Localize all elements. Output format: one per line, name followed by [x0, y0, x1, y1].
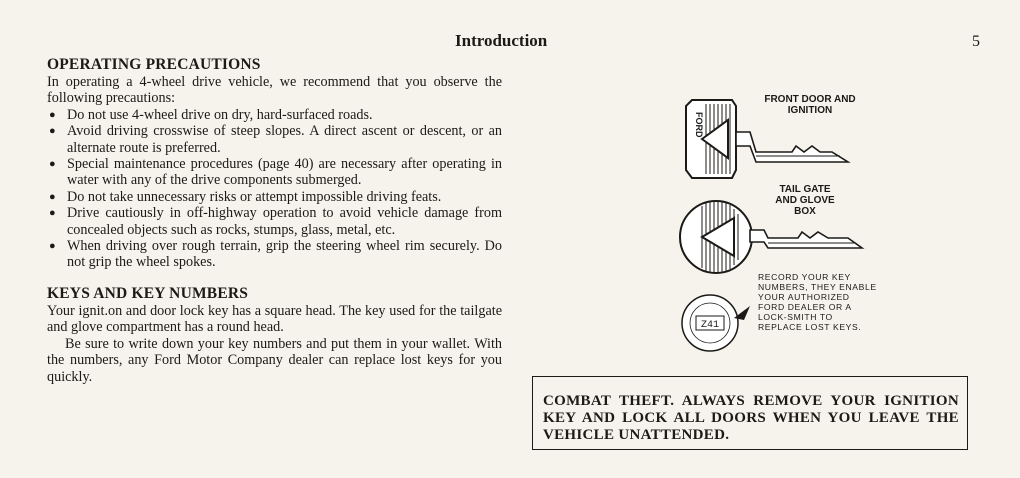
- page-header: [0, 31, 1020, 55]
- label-tail-gate-glove-box: TAIL GATE AND GLOVE BOX: [775, 184, 835, 217]
- list-item: ● Drive cautiously in off-highway operation to avoid vehicle damage from concealed objects such as rocks, stumps, glass, metal, etc.: [47, 205, 502, 238]
- key-record-note: RECORD YOUR KEY NUMBERS, THEY ENABLE YOUR AUTHORIZED FORD DEALER OR A LOCK-SMITH TO REPLACE LOST KEYS.: [758, 272, 877, 332]
- list-item: ● Do not use 4-wheel drive on dry, hard-surfaced roads.: [47, 107, 502, 123]
- operating-heading: OPERATING PRECAUTIONS: [47, 56, 261, 73]
- theft-warning-text: COMBAT THEFT. ALWAYS REMOVE YOUR IGNITION KEY AND LOCK ALL DOORS WHEN YOU LEAVE THE VEHICLE UNATTENDED.: [543, 393, 959, 443]
- tag-number-text: Z41: [700, 320, 720, 331]
- theft-warning-box: [532, 376, 968, 450]
- key-number-tag-icon: [674, 288, 754, 358]
- precautions-list: [47, 107, 502, 271]
- round-head-key-icon: [672, 192, 872, 282]
- operating-intro: In operating a 4-wheel drive vehicle, we recommend that you observe the following precautions:: [47, 74, 502, 107]
- key-illustration: [672, 92, 882, 362]
- list-item: ● Do not take unnecessary risks or attempt impossible driving feats.: [47, 189, 502, 205]
- page-number: 5: [972, 33, 980, 50]
- key-brand-text: FORD: [694, 112, 704, 138]
- left-column: [47, 56, 502, 385]
- list-item: ● Special maintenance procedures (page 40) are necessary after operating in water with any of the drive components submerged.: [47, 156, 502, 189]
- page-title: Introduction: [455, 31, 548, 50]
- keys-paragraph-2: Be sure to write down your key numbers and put them in your wallet. With the numbers, any Ford Motor Company dealer can replace lost keys for you quickly.: [47, 335, 502, 385]
- list-item: ● Avoid driving crosswise of steep slopes. A direct ascent or descent, or an alternate route is preferred.: [47, 123, 502, 156]
- keys-section: [47, 285, 502, 385]
- label-front-door-ignition: FRONT DOOR AND IGNITION: [764, 94, 856, 116]
- keys-heading: KEYS AND KEY NUMBERS: [47, 284, 249, 302]
- keys-paragraph-1: Your ignit.on and door lock key has a square head. The key used for the tailgate and glove compartment has a round head.: [47, 302, 502, 336]
- list-item: ● When driving over rough terrain, grip the steering wheel rim securely. Do not grip the wheel spokes.: [47, 238, 502, 271]
